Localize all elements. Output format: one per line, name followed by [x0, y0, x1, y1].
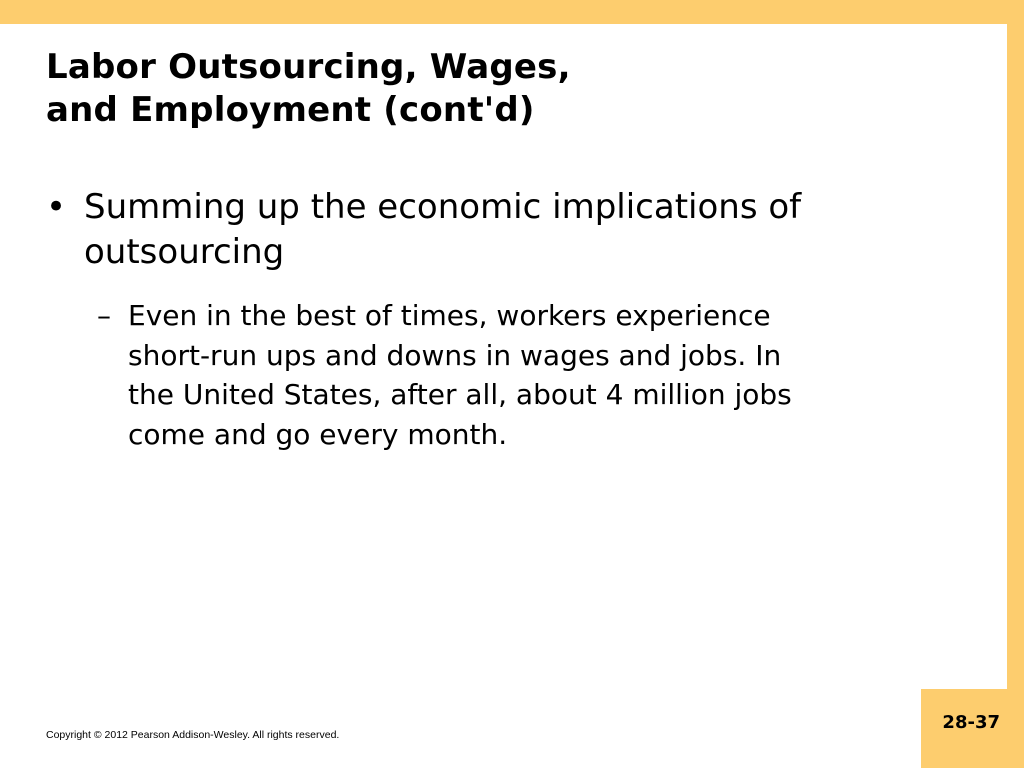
sub-bullet-marker: – — [97, 299, 111, 332]
top-accent-band — [0, 0, 1024, 24]
sub-bullet-item — [97, 296, 977, 454]
slide-title-line-1: Labor Outsourcing, Wages, — [46, 47, 571, 87]
right-accent-band — [1007, 0, 1024, 768]
bullet-text-line-1: Summing up the economic implications of — [84, 187, 802, 227]
page-number-box — [921, 689, 1024, 768]
page-number: 28-37 — [942, 712, 1000, 733]
slide-title-line-2: and Employment (cont'd) — [46, 90, 535, 130]
copyright-notice: Copyright © 2012 Pearson Addison-Wesley. All rights reserved. — [46, 729, 340, 741]
bullet-item — [46, 185, 946, 275]
slide-title — [46, 46, 946, 132]
sub-bullet-text — [128, 296, 977, 454]
sub-bullet-text-line-2: short-run ups and downs in wages and jobs. In — [128, 338, 782, 372]
sub-bullet-text-line-3: the United States, after all, about 4 million jobs — [128, 378, 792, 411]
sub-bullet-text-line-4: come and go every month. — [128, 417, 508, 451]
bullet-marker: • — [46, 187, 67, 227]
bullet-text — [84, 185, 946, 275]
bullet-text-line-2: outsourcing — [84, 232, 285, 272]
sub-bullet-text-line-1: Even in the best of times, workers experience — [128, 299, 771, 332]
